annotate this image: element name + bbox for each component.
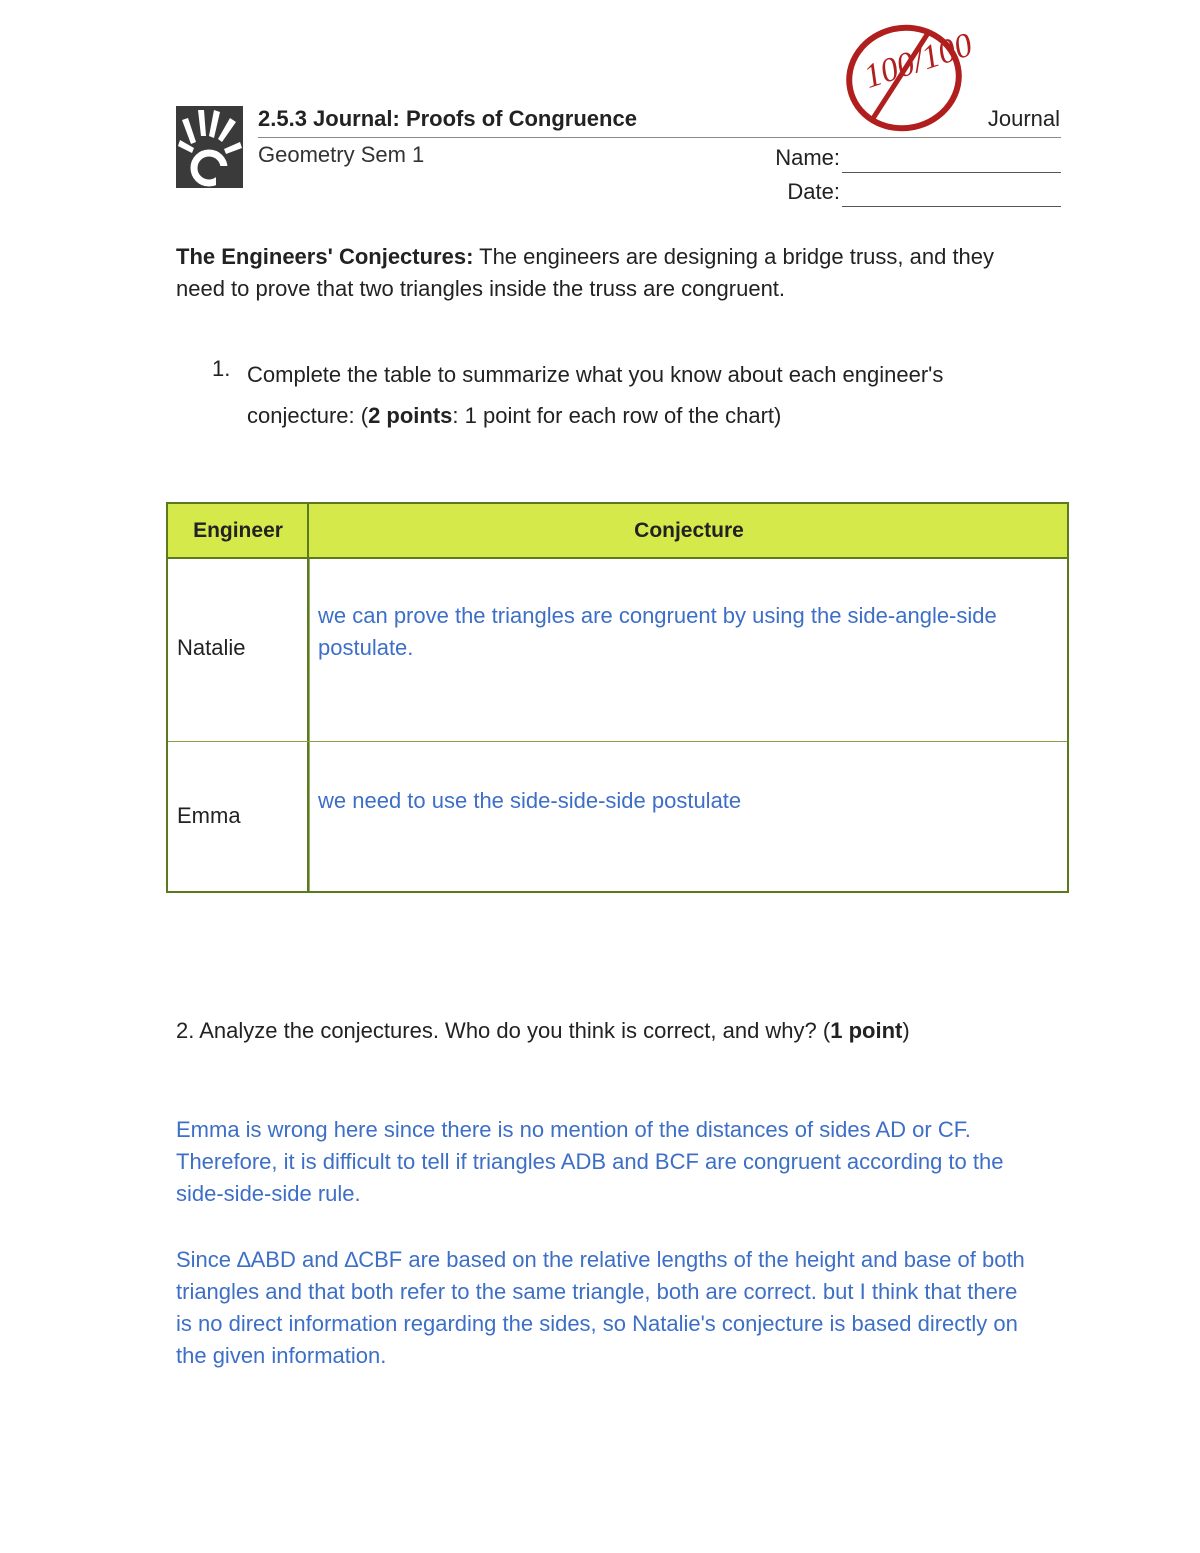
document-type: Journal xyxy=(987,106,1060,131)
intro-lead: The Engineers' Conjectures: xyxy=(176,244,474,269)
table-cell-conjecture[interactable]: we can prove the triangles are congruent by using the side-angle-side postulate. xyxy=(318,603,997,660)
row-divider xyxy=(168,741,1067,742)
question-1-prompt-end: : 1 point for each row of the chart) xyxy=(452,403,782,428)
table-cell-engineer: Natalie xyxy=(177,635,246,660)
document-title: 2.5.3 Journal: Proofs of Congruence xyxy=(258,106,637,131)
question-1-text xyxy=(247,354,1047,436)
table-cell-engineer: Emma xyxy=(177,803,241,828)
answer-paragraph-2[interactable]: Since ∆ABD and ∆CBF are based on the relative lengths of the height and base of both triangles and that both refer to the same triangle, both are correct. but I think that there is no direct information regarding the sides, so Natalie's conjecture is based directly on the given information. xyxy=(176,1247,1025,1368)
title-divider xyxy=(258,137,1061,138)
header-engineer: Engineer xyxy=(193,518,283,542)
intro-paragraph xyxy=(176,241,1046,305)
table-cell-conjecture[interactable]: we need to use the side-side-side postulate xyxy=(318,788,742,813)
question-1-number: 1. xyxy=(212,356,231,381)
name-label: Name: xyxy=(775,145,840,170)
name-field[interactable] xyxy=(842,172,1061,173)
intro-text: The engineers are designing a bridge truss, and they need to prove that two triangles inside the truss are congruent. xyxy=(176,244,995,301)
column-divider-inner xyxy=(309,559,310,891)
conjecture-table xyxy=(166,502,1069,893)
question-1-points: 2 points xyxy=(368,403,453,428)
question-1-prompt: Complete the table to summarize what you know about each engineer's conjecture: ( xyxy=(247,362,944,428)
table-header-row xyxy=(168,504,1067,559)
school-logo-icon xyxy=(176,106,243,188)
answer-paragraph-1[interactable]: Emma is wrong here since there is no mention of the distances of sides AD or CF. Therefore, it is difficult to tell if triangles ADB and BCF are congruent according to the side-side-side rule. xyxy=(176,1117,1004,1206)
question-2-prompt-end: ) xyxy=(902,1018,910,1043)
grade-stamp-score: 100/100 xyxy=(859,26,976,96)
date-field[interactable] xyxy=(842,206,1061,207)
question-2-prompt: 2. Analyze the conjectures. Who do you think is correct, and why? ( xyxy=(176,1018,831,1043)
question-2-text xyxy=(176,1018,910,1044)
course-name: Geometry Sem 1 xyxy=(258,142,425,167)
date-label: Date: xyxy=(787,179,840,204)
header-conjecture: Conjecture xyxy=(634,518,744,542)
question-2-points: 1 point xyxy=(830,1018,903,1043)
